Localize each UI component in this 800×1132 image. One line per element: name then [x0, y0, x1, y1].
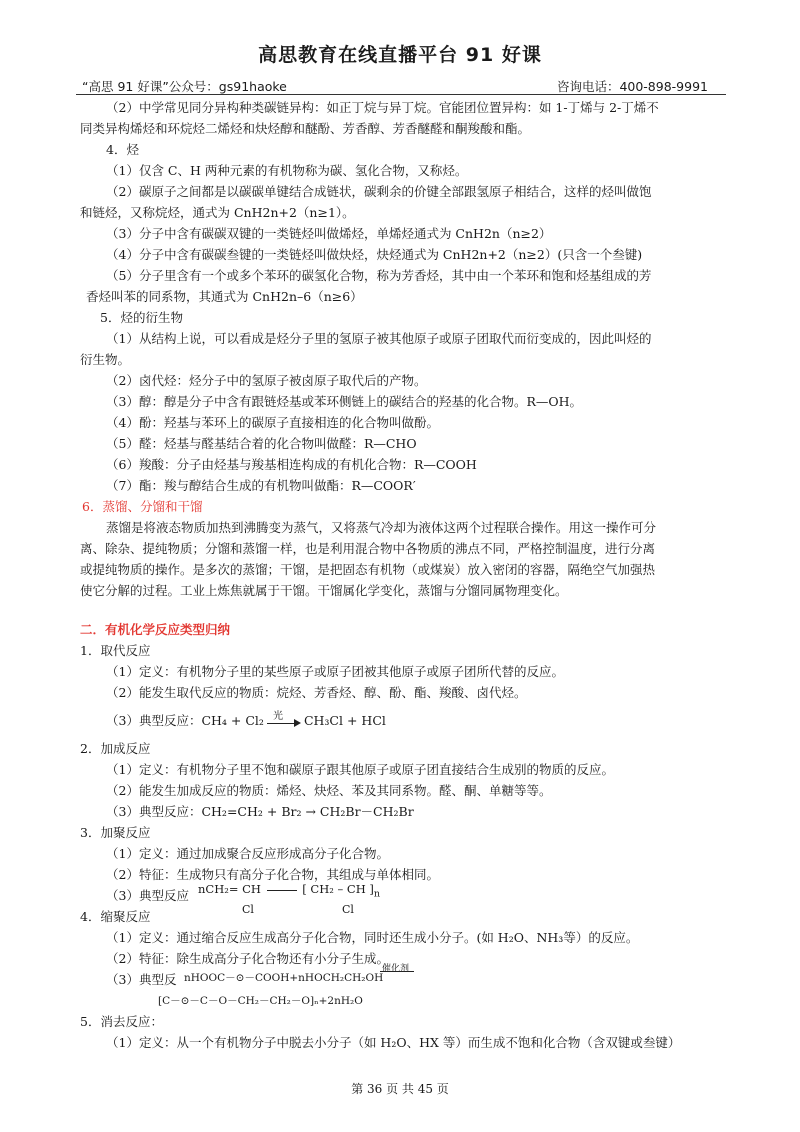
paragraph: 蒸馏是将液态物质加热到沸腾变为蒸气，又将蒸气冷却为液体这两个过程联合操作。用这一操作可分	[106, 520, 657, 535]
paragraph: （5）醛：烃基与醛基结合着的化合物叫做醛：R—CHO	[106, 436, 417, 451]
paragraph: 使它分解的过程。工业上炼焦就属于干馏。干馏属化学变化，蒸馏与分馏同属物理变化。	[80, 583, 568, 598]
paragraph: （3）醇：醇是分子中含有跟链烃基或苯环侧链上的碳结合的羟基的化合物。R—OH。	[106, 394, 583, 409]
paragraph: 香烃叫苯的同系物，其通式为 CnH2n–6（n≥6）	[86, 289, 363, 304]
reaction-line	[80, 801, 730, 822]
paragraph: 和链烃，又称烷烃，通式为 CnH2n+2（n≥1）。	[80, 205, 355, 220]
paragraph: （2）能发生取代反应的物质：烷烃、芳香烃、醇、酚、酯、羧酸、卤代烃。	[106, 685, 527, 700]
paragraph: （2）卤代烃：烃分子中的氢原子被卤原子取代后的产物。	[106, 373, 427, 388]
reaction-lhs: CH₄ + Cl₂	[201, 713, 264, 728]
reaction-line	[80, 710, 730, 731]
reaction-label: （3）典型反	[106, 972, 177, 987]
reaction-label: （3）典型反应	[106, 888, 189, 903]
section-heading: 5．烃的衍生物	[100, 310, 183, 325]
paragraph: （1）定义：有机物分子里的某些原子或原子团被其他原子或原子团所代替的反应。	[106, 664, 564, 679]
polymer-n: n	[373, 888, 381, 900]
reaction-arrow	[380, 971, 414, 972]
paragraph: （7）酯：羧与醇结合生成的有机物叫做酯：R—COOR′	[106, 478, 416, 493]
paragraph: （4）分子中含有碳碳叁键的一类链烃叫做炔烃，炔烃通式为 CnH2n+2（n≥2）(只含一个叁键)	[106, 247, 643, 262]
condensation-equation-lhs: nHOOC－⊙－COOH+nHOCH₂CH₂OH	[184, 972, 384, 984]
paragraph: （2）特征：除生成高分子化合物还有小分子生成。	[106, 951, 389, 966]
header-wechat: “高思 91 好课”公众号：gs91haoke	[82, 79, 287, 94]
reaction-label: （3）典型反应：	[106, 713, 202, 728]
paragraph: （6）羧酸：分子由烃基与羧基相连构成的有机化合物：R—COOH	[106, 457, 477, 472]
section-heading: 6．蒸馏、分馏和干馏	[82, 499, 203, 514]
paragraph: 同类异构烯烃和环烷烃二烯烃和炔烃醇和醚酚、芳香醇、芳香醚醛和酮羧酸和酯。	[80, 121, 531, 136]
paragraph: （1）定义：通过加成聚合反应形成高分子化合物。	[106, 846, 389, 861]
paragraph: （2）特征：生成物只有高分子化合物，其组成与单体相同。	[106, 867, 439, 882]
paragraph: 或提纯物质的操作。是多次的蒸馏；干馏，是把固态有机物（或煤炭）放入密闭的容器，隔绝空气加强热	[80, 562, 656, 577]
paragraph: （2）碳原子之间都是以碳碳单键结合成链状，碳剩余的价键全部跟氢原子相结合，这样的烃叫做饱	[106, 184, 652, 199]
paragraph: （2）中学常见同分异构种类碳链异构：如正丁烷与异丁烷。官能团位置异构：如 1-丁烯与 2-丁烯不	[106, 100, 659, 115]
paragraph: （3）分子中含有碳碳双键的一类链烃叫做烯烃，单烯烃通式为 CnH2n（n≥2）	[106, 226, 552, 241]
paragraph: （1）定义：从一个有机物分子中脱去小分子（如 H₂O、HX 等）而生成不饱和化合物（含双键或叁键）	[106, 1035, 681, 1050]
paragraph: （1）定义：有机物分子里不饱和碳原子跟其他原子或原子团直接结合生成别的物质的反应。	[106, 762, 614, 777]
chlorine-label: Cl	[242, 903, 254, 916]
reaction-rhs: CH₃Cl + HCl	[303, 713, 386, 728]
document-body	[80, 97, 730, 1053]
paragraph: （1）定义：通过缩合反应生成高分子化合物，同时还生成小分子。(如 H₂O、NH₃等）的反应。	[106, 930, 639, 945]
page-number: 第 36 页 共 45 页	[351, 1082, 449, 1096]
section-heading: 1．取代反应	[80, 643, 151, 658]
paragraph: （5）分子里含有一个或多个苯环的碳氢化合物，称为芳香烃，其中由一个苯环和饱和烃基组成的芳	[106, 268, 652, 283]
paragraph: （1）仅含 C、H 两种元素的有机物称为碳、氢化合物，又称烃。	[106, 163, 468, 178]
paragraph: （1）从结构上说，可以看成是烃分子里的氢原子被其他原子或原子团取代而衍变成的，因此叫烃的	[106, 331, 652, 346]
reaction-condition: 催化剂	[382, 964, 410, 974]
section-heading: 5．消去反应：	[80, 1014, 163, 1029]
header-title: 高思教育在线直播平台 91 好课	[258, 44, 542, 66]
polymer: [ CH₂ – CH ]	[302, 882, 374, 896]
reaction-line	[80, 882, 730, 916]
section-heading: 4．缩聚反应	[80, 909, 151, 924]
reaction-arrow	[267, 710, 301, 729]
condensation-equation-rhs: [C－⊙－C－O－CH₂－CH₂－O]ₙ+2nH₂O	[158, 995, 363, 1007]
paragraph: 离、除杂、提纯物质；分馏和蒸馏一样，也是利用混合物中各物质的沸点不同，严格控制温度，进行分离	[80, 541, 656, 556]
reaction-label: （3）典型反应：	[106, 804, 202, 819]
paragraph: （4）酚：羟基与苯环上的碳原子直接相连的化合物叫做酚。	[106, 415, 439, 430]
header-divider	[76, 94, 726, 95]
paragraph: （2）能发生加成反应的物质：烯烃、炔烃、苯及其同系物。醛、酮、单糖等等。	[106, 783, 552, 798]
reaction-condition: 光	[272, 710, 283, 722]
section-heading: 2．加成反应	[80, 741, 151, 756]
section-heading: 4．烃	[106, 142, 139, 157]
header-phone: 咨询电话：400-898-9991	[556, 79, 708, 94]
reaction-equation: CH₂=CH₂ + Br₂ → CH₂Br－CH₂Br	[201, 804, 414, 819]
paragraph: 衍生物。	[80, 352, 131, 367]
reaction-line	[80, 964, 730, 1011]
chapter-heading: 二．有机化学反应类型归纳	[80, 622, 231, 637]
reaction-arrow	[267, 890, 297, 891]
chlorine-label: Cl	[342, 903, 354, 916]
monomer: nCH₂= CH	[198, 882, 261, 896]
section-heading: 3．加聚反应	[80, 825, 151, 840]
